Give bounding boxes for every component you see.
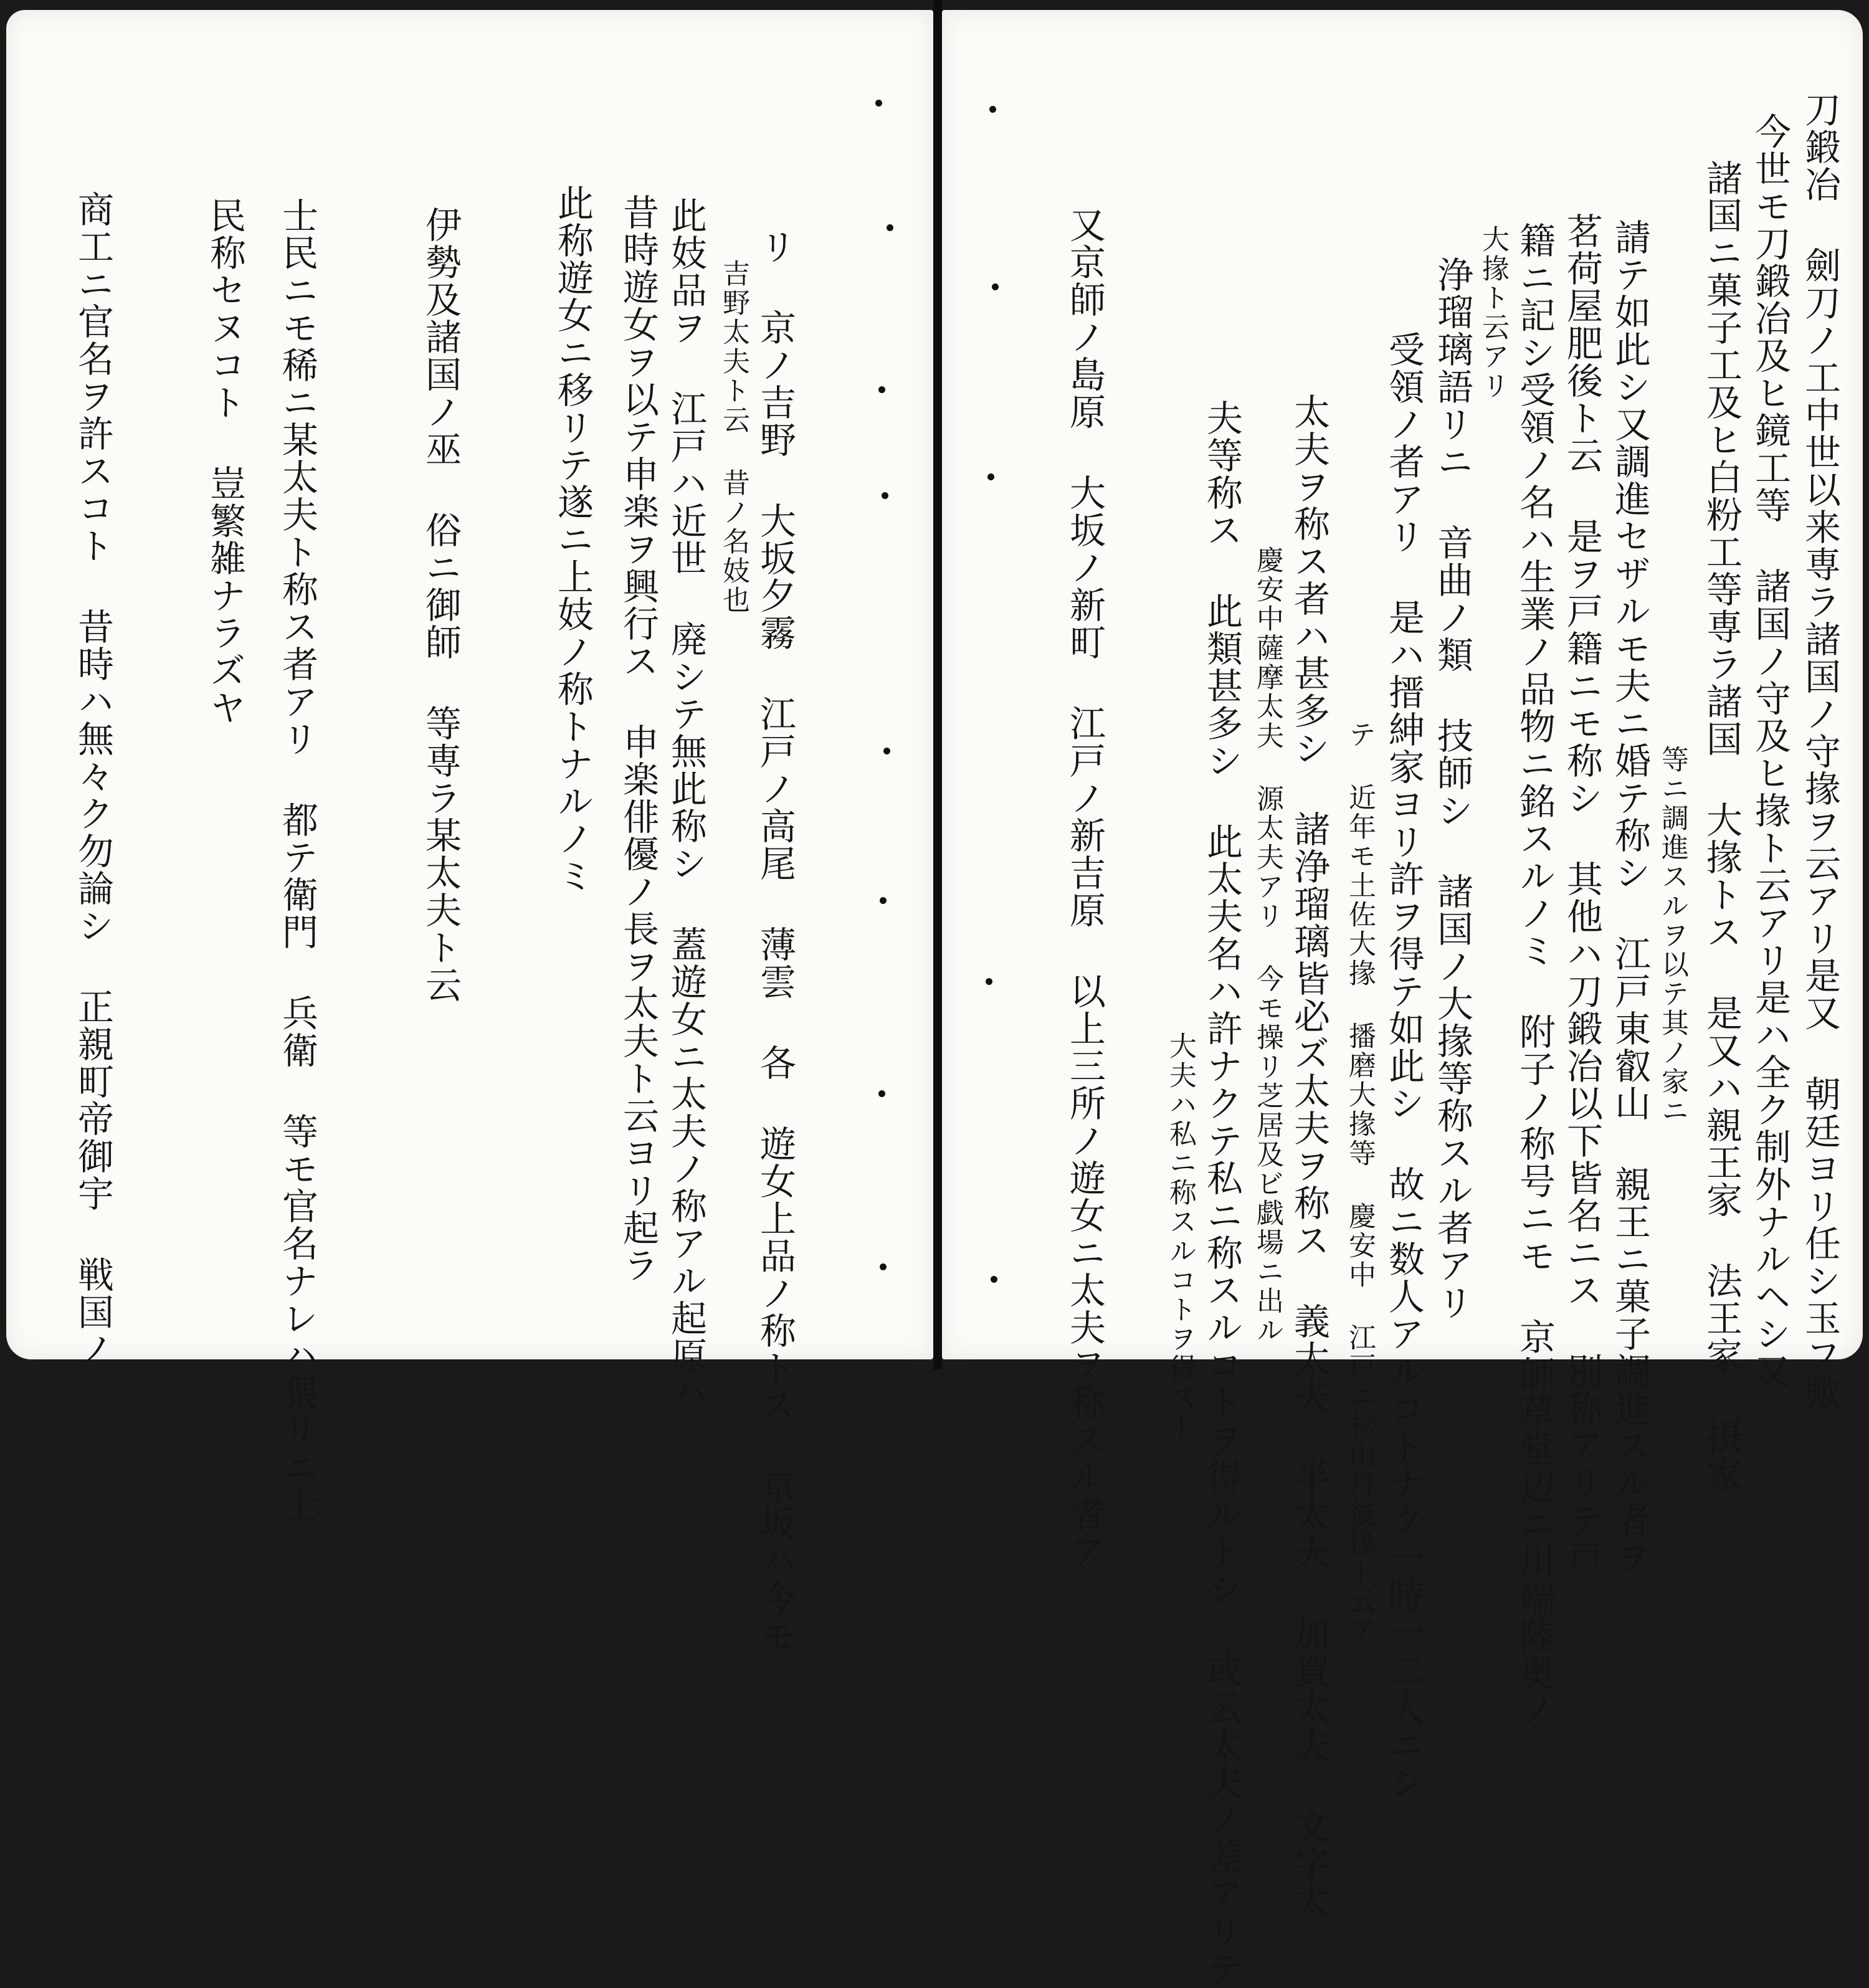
ink-dot xyxy=(887,224,893,231)
text-column: 今世モ刀鍛冶及ヒ鏡工等 諸国ノ守及ヒ掾ト云アリ是ハ全ク制外ナルヘシ又 xyxy=(1749,113,1791,1390)
ink-dot xyxy=(878,1090,885,1097)
ink-dot xyxy=(987,473,994,480)
text-column: 慶安中薩摩太夫 源太夫アリ 今モ操リ芝居及ビ戯場ニ出ル xyxy=(1252,546,1283,1345)
text-column: 此称遊女ニ移リテ遂ニ上妓ノ称トナルノミ xyxy=(551,184,594,895)
ink-dot xyxy=(989,106,996,113)
ink-dot xyxy=(878,386,885,393)
text-column: 此妓品ヲ 江戸ハ近世 廃シテ無此称シ 蓋遊女ニ太夫ノ称アル起原ハ xyxy=(665,197,707,1412)
text-column: 諸国ニ菓子工及ヒ白粉工等専ラ諸国 大掾トス 是又ハ親王家 法王家 摂家 xyxy=(1700,159,1743,1493)
text-column: 刀鍛冶 劍刀ノ工中世以来専ラ諸国ノ守掾ヲ云アリ是又 朝廷ヨリ任シ玉フ歟 xyxy=(1799,91,1841,1412)
text-column: 商工ニ官名ヲ許スコト 昔時ハ無々ク勿論シ 正親町帝御宇 戦国ノ xyxy=(72,191,114,1368)
text-column: 民称セヌコト 豈繁雑ナラズヤ xyxy=(204,197,246,726)
ink-dot xyxy=(875,100,882,107)
text-column: 昔時遊女ヲ以テ申楽ヲ興行ス 申楽俳優ノ長ヲ太夫ト云ヨリ起ラ xyxy=(617,194,659,1284)
ink-dot xyxy=(880,897,887,904)
right-page xyxy=(942,10,1863,1988)
text-column: 大夫ハ私ニ称スルコトヲ得ズト xyxy=(1164,1032,1196,1442)
text-column: 等ニ調進スルヲ以テ其ノ家ニ xyxy=(1657,745,1688,1126)
text-column: 士民ニモ稀ニ某太夫ト称ス者アリ 都テ衛門 兵衛 等モ官名ナレハ猥リニ士 xyxy=(276,197,318,1524)
book-gutter xyxy=(933,0,942,1369)
text-column: 伊勢及諸国ノ巫 俗ニ御師 等専ラ某太夫ト云 xyxy=(419,206,462,1004)
ink-dot xyxy=(991,1276,997,1283)
text-column: 又京師ノ島原 大坂ノ新町 江戸ノ新吉原 以上三所ノ遊女ニ太夫ヲ称スル者ア xyxy=(1063,206,1106,1571)
text-column: 吉野太夫ト云 昔ノ名妓也 xyxy=(718,259,749,615)
ink-dot xyxy=(882,492,888,499)
text-column: 請テ如此シ又調進セザルモ夫ニ婚テ称シ 江戸東叡山 親王ニ菓子調進スル者ヲ xyxy=(1609,219,1651,1577)
ink-dot xyxy=(986,978,992,985)
text-column: 茗荷屋肥後ト云 是ヲ戸籍ニモ称シ 其他ハ刀鍛冶以下皆名ニス 別称アリテ戸 xyxy=(1561,212,1603,1577)
text-column: 籍ニ記シ受領ノ名ハ生業ノ品物ニ銘スルノミ 附子ノ称号ニモ 京師草堂辺ニ川端陸奥ノ xyxy=(1513,222,1556,1729)
ink-dot xyxy=(880,1263,887,1270)
ink-dot xyxy=(992,283,999,290)
text-column: 大掾ト云アリ xyxy=(1477,225,1509,401)
text-column: リ 京ノ吉野 大坂夕霧 江戸ノ高尾 薄雲 各 遊女上品ノ称トス 京坂ハ今モ xyxy=(754,228,796,1655)
left-page xyxy=(6,10,933,1655)
text-column: テ 近年モ土佐大掾 播磨大掾等 慶安中 江戸ニ杉山丹後掾ト云ア xyxy=(1344,720,1376,1645)
text-column: 夫等称ス 此類甚多シ 此太夫名ハ許ナクテ私ニ称スルコトヲ得ルトシ 或云太夫ノ差アリテ xyxy=(1201,399,1243,1988)
text-column: 太夫ヲ称ス者ハ甚多シ 諸浄瑠璃皆必ズ太夫ヲ称ス 義太夫 半太夫 加賀太夫 文字太 xyxy=(1288,393,1330,1919)
text-column: 受領ノ者アリ 是ハ搢紳家ヨリ許ヲ得テ如此シ 故ニ数人アルコトナク一時一二人ニシ xyxy=(1382,331,1425,1801)
ink-dot xyxy=(883,748,890,754)
text-column: 浄瑠璃語リニ 音曲ノ類 技師シ 諸国ノ大掾等称スル者アリ xyxy=(1431,256,1473,1321)
